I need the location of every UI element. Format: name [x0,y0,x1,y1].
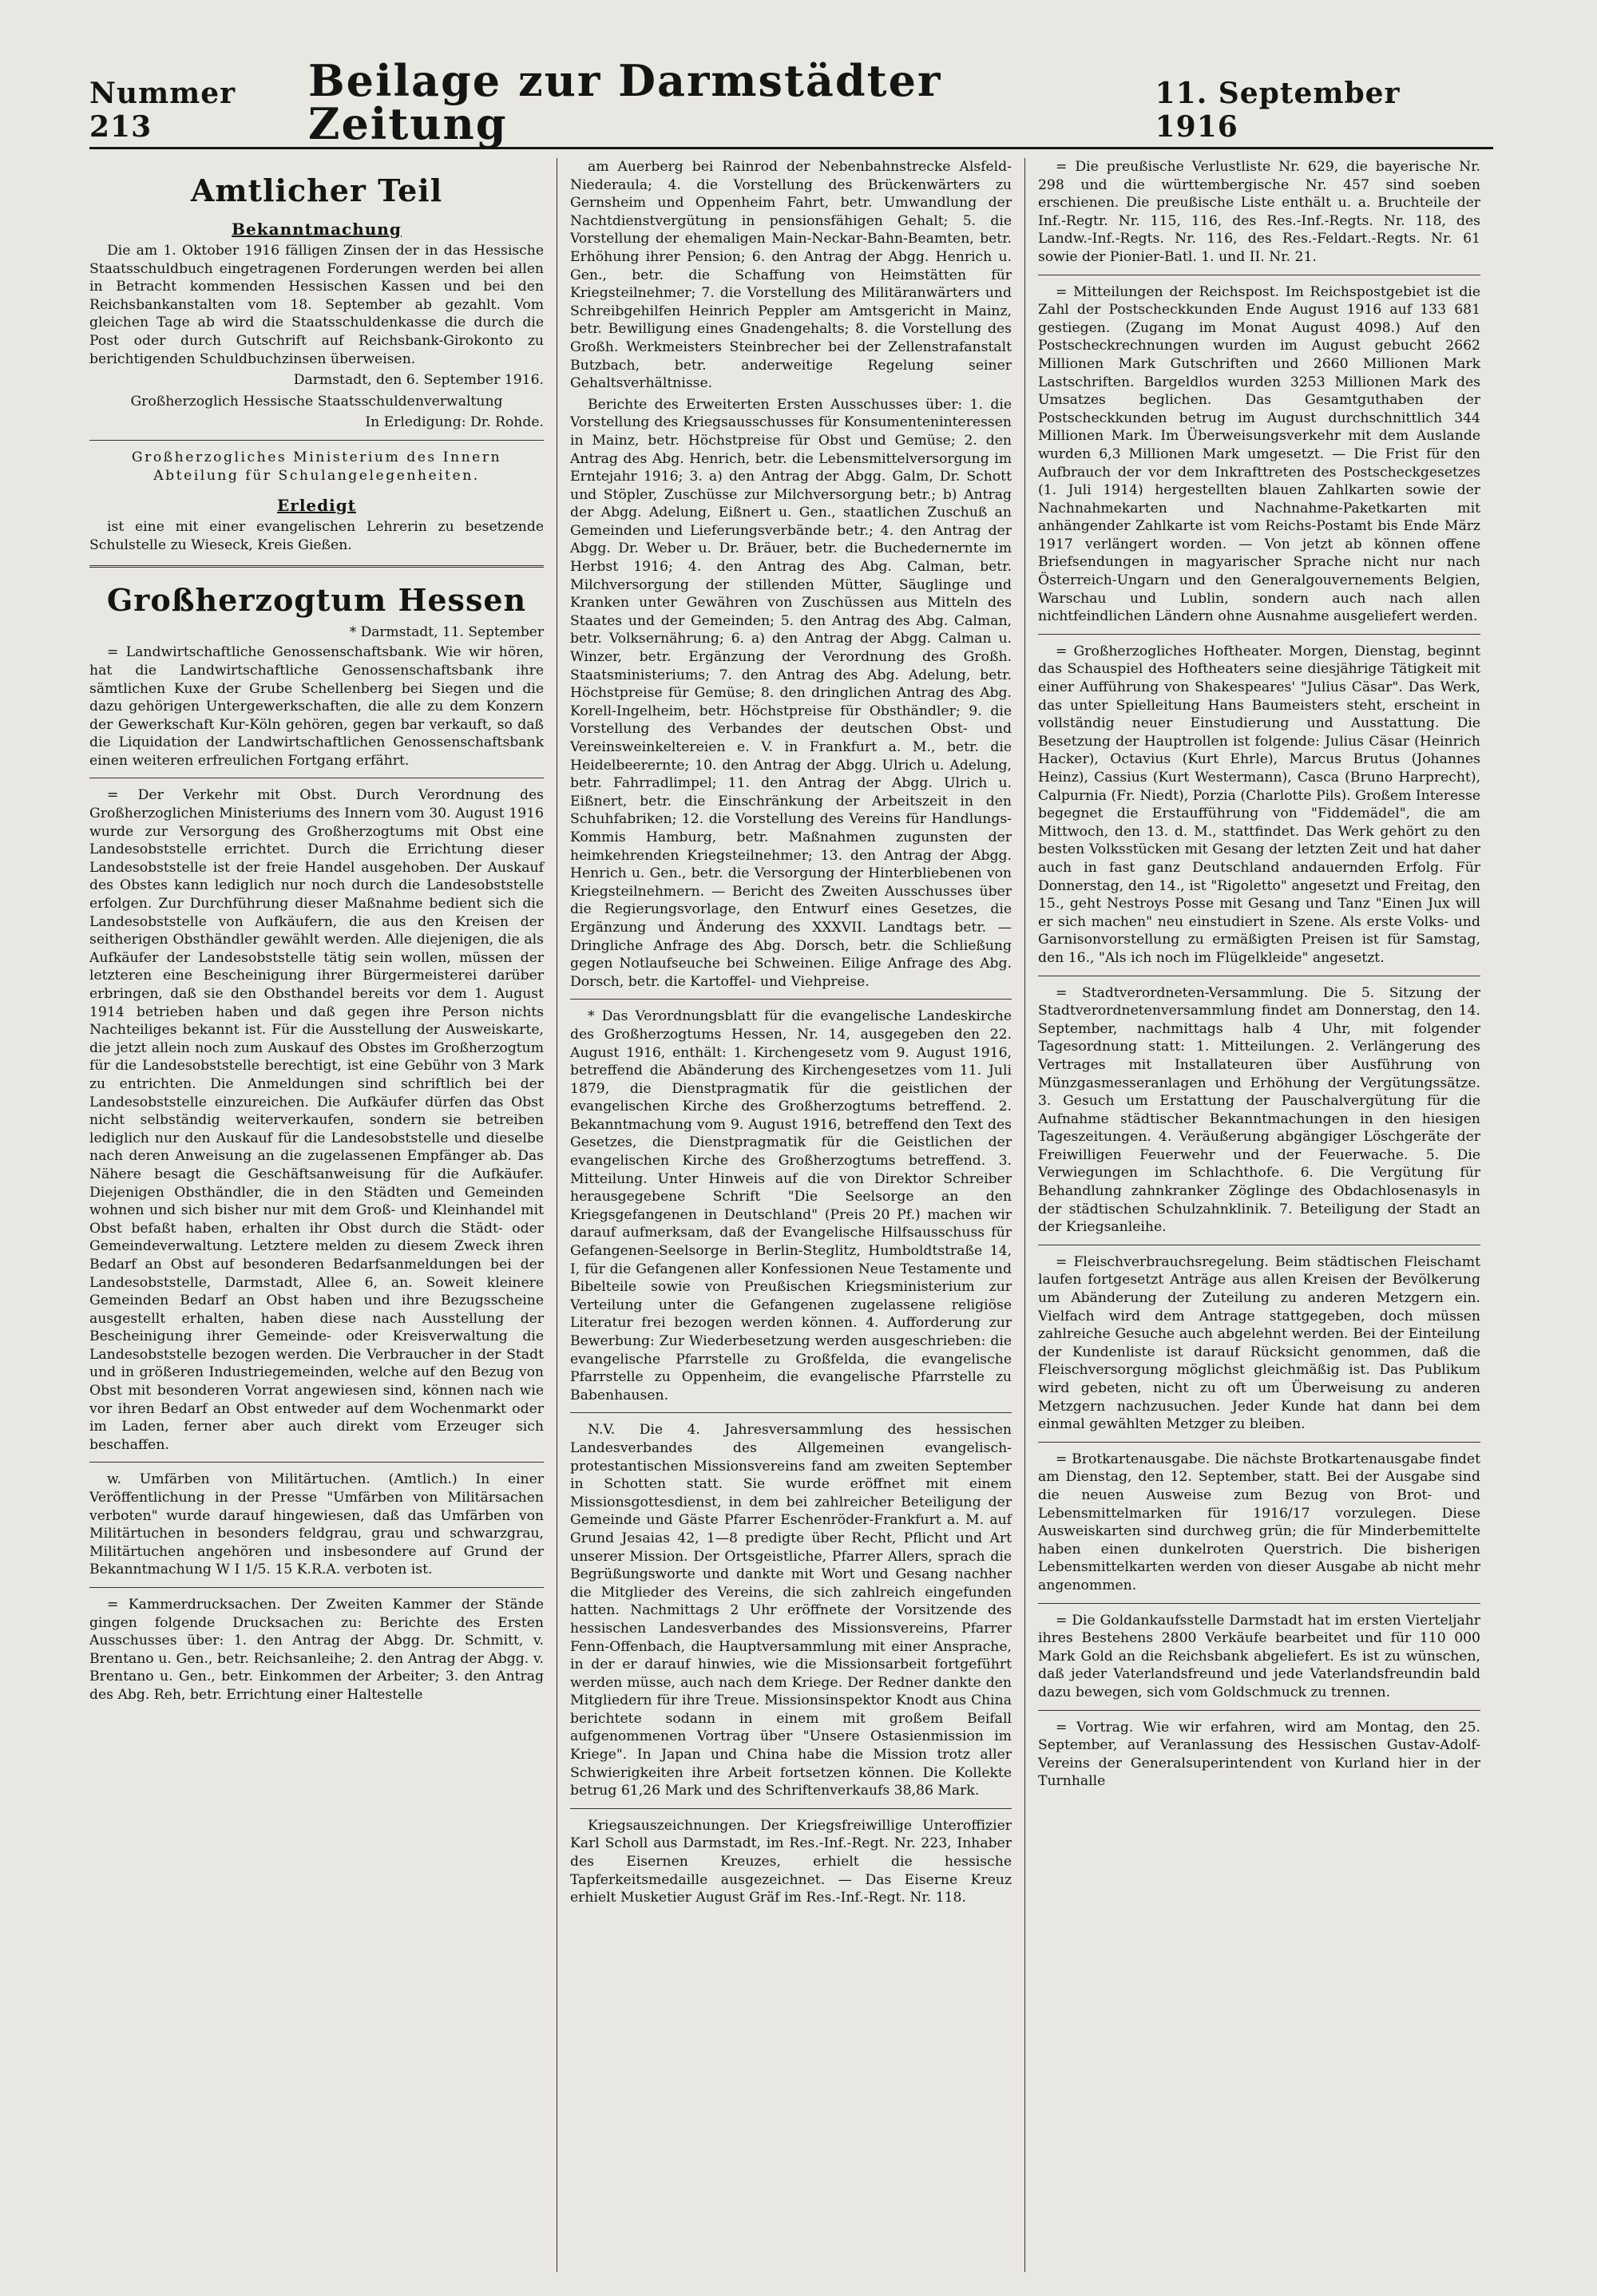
notice-signature: Großherzoglich Hessische Staatsschuldenverwaltung [130,393,503,410]
divider [1038,634,1480,635]
article-militaertuchen: w. Umfärben von Militärtuchen. (Amtlich.) In einer Veröffentlichung in der Presse "Umfärben von Militärsachen verboten" wurde darauf hingewiesen, daß das Umfärben von Militärtuchen in besonders feldgrau, grau und schwarzgrau, Militärtuchen angehören und insbesondere auf Grund der Bekanntmachung W I 1/5. 15 K.R.A. verboten ist. [89,1471,544,1578]
issue-number: Nummer 213 [89,77,236,144]
divider [1038,1442,1480,1443]
divider [570,999,1012,1000]
article-brotkarten: = Brotkartenausgabe. Die nächste Brotkartenausgabe findet am Dienstag, den 12. September, statt. Bei der Ausgabe sind die neuen Ausweise zum Bezug von Brot- und Lebensmittelmarken für 1916/17 vorzulegen. Diese Ausweiskarten sind durchweg grün; die für Minderbemittelte haben einen dunkelroten Querstrich. Die bisherigen Lebensmittelkarten werden von dieser Ausgabe ab nicht mehr angenommen. [1038,1451,1480,1593]
divider [570,1412,1012,1413]
article-verordnungsblatt: * Das Verordnungsblatt für die evangelische Landeskirche des Großherzogtums Hessen, Nr. 14, ausgegeben den 22. August 1916, enthält: 1. Kirchengesetz vom 9. August 1916, betreffend die Abänderung des Kirchengesetzes vom 11. Juli 1879, die Dienstpragmatik für die geistlichen der evangelischen Kirche des Großherzogtums betreffend. 2. Bekanntmachung vom 9. August 1916, betreffend den Text des Gesetzes, die Dienstpragmatik für die Geistlichen der evangelischen Kirche des Großherzogtums betreffend. 3. Mitteilung. Unter Hinweis auf die von Direktor Schreiber herausgegebene Schrift "Die Seelsorge an den Kriegsgefangenen in Deutschland" (Preis 20 Pf.) machen wir darauf aufmerksam, daß der Evangelische Hilfsausschuss für Gefangenen-Seelsorge in Berlin-Steglitz, Humboldtstraße 14, I, für die Gefangenen aller Konfessionen Neue Testamente und Bibelteile sowie von Preußischen Kriegsministerium zur Verteilung unter die Gefangenen zugelassene religiöse Literatur frei bezogen werden können. 4. Aufforderung zur Bewerbung: Zur Wiederbesetzung werden ausgeschrieben: die evangelische Pfarrstelle zu Großfelda, die evangelische Pfarrstelle zu Oppenheim, die evangelische Pfarrstelle zu Babenhausen. [570,1008,1012,1403]
divider [89,1587,544,1588]
bekanntmachung-heading: Bekanntmachung [232,220,402,239]
section-title-amtlicher-teil: Amtlicher Teil [190,172,443,208]
article-kriegsauszeichnungen: Kriegsauszeichnungen. Der Kriegsfreiwillige Unteroffizier Karl Scholl aus Darmstadt, im Res.-Inf.-Regt. Nr. 223, Inhaber des Eisernen Kreuzes, erhielt die hessische Tapferkeitsmedaille ausgezeichnet. — Das Eiserne Kreuz erhielt Musketier August Gräf im Res.-Inf.-Regt. Nr. 118. [570,1817,1012,1906]
notice-date: Darmstadt, den 6. September 1916. [293,372,544,389]
column-2 [557,158,1025,2272]
section-title-grossherzogtum: Großherzogtum Hessen [106,582,527,619]
notice-signature-2: In Erledigung: Dr. Rohde. [365,414,544,431]
article-hoftheater: = Großherzogliches Hoftheater. Morgen, Dienstag, beginnt das Schauspiel des Hoftheaters seine diesjährige Tätigkeit mit einer Aufführung von Shakespeares' "Julius Cäsar". Das Werk, das unter Spielleitung Hans Baumeisters steht, erscheint in vollständig neuer Einstudierung und Ausstattung. Die Besetzung der Hauptrollen ist folgende: Julius Cäsar (Heinrich Hacker), Octavius (Kurt Ehrle), Marcus Brutus (Johannes Heinz), Cassius (Kurt Westermann), Casca (Bruno Harprecht), Calpurnia (Fr. Niedt), Porzia (Charlotte Pils). Großem Interesse begegnet die Erstaufführung von "Fiddemädel", die am Mittwoch, den 13. d. M., stattfindet. Das Werk gehört zu den besten Volksstücken mit Gesang der letzten Zeit und hat daher auch in fast ganz Deutschland andauernden Erfolg. Für Donnerstag, den 14., ist "Rigoletto" angesetzt und Freitag, den 15., geht Nestroys Posse mit Gesang und Tanz "Einen Jux will er sich machen" neu einstudiert in Szene. Als erste Volks- und Garnisonvorstellung zu ermäßigten Preisen ist für Samstag, den 16., "Als ich noch im Flügelkleide" angesetzt. [1038,643,1480,966]
divider [570,1808,1012,1809]
article-kammer-continued: am Auerberg bei Rainrod der Nebenbahnstrecke Alsfeld-Niederaula; 4. die Vorstellung des Brückenwärters zu Gernsheim und Oppenheim Fahrt, betr. Umwandlung der Nachtdienstvergütung in pensionsfähigen Gehalt; 5. die Vorstellung der ehemaligen Main-Neckar-Bahn-Beamten, betr. Erhöhung ihrer Pension; 6. den Antrag der Abgg. Henrich u. Gen., betr. die Schaffung von Heimstätten für Kriegsteilnehmer; 7. die Vorstellung des Militäranwärters und Schreibgehilfen Heinrich Peppler am Amtsgericht in Mainz, betr. Bewilligung eines Gnadengehalts; 8. die Vorstellung des Großh. Werkmeisters Steinbrecher bei der Zellenstrafanstalt Butzbach, betr. anderweitige Regelung seiner Gehaltsverhältnisse. [570,159,1012,392]
article-goldankauf: = Die Goldankaufsstelle Darmstadt hat im ersten Vierteljahr ihres Bestehens 2800 Verkäufe bearbeitet und für 110 000 Mark Gold an die Reichsbank abgeliefert. Es ist zu wünschen, daß jeder Vaterlandsfreund und jede Vaterlandsfreundin bald dazu bewegen, sich vom Goldschmuck zu trennen. [1038,1612,1480,1700]
erledigt-heading: Erledigt [277,496,356,516]
article-ausschuss-berichte: Berichte des Erweiterten Ersten Ausschusses über: 1. die Vorstellung des Kriegsausschusses für Konsumenteninteressen in Mainz, betr. Höchstpreise für Obst und Gemüse; 2. den Antrag des Abg. Henrich, betr. die Lebensmittelversorgung im Erntejahr 1916; 3. a) den Antrag der Abgg. Galm, Dr. Schott und Stöpler, Zuschüsse zur Milchversorgung betr.; b) Antrag der Abgg. Adelung, Eißnert u. Gen., staatlichen Zuschuß an Gemeinden und Lieferungsverbände betr.; 4. den Antrag der Abgg. Dr. Weber u. Dr. Bräuer, betr. die Buchedernernte im Herbst 1916; 4. den Antrag des Abg. Calman, betr. Milchversorgung der stillenden Mütter, Säuglinge und Kranken unter Gewähren von Zuschüssen aus Mitteln des Staates und der Gemeinden; 5. den Antrag des Abg. Calman, betr. Volksernährung; 6. a) den Antrag der Abgg. Calman u. Winzer, betr. Ergänzung der Verordnung des Großh. Staatsministeriums; 7. den Antrag des Abg. Adelung, betr. Höchstpreise für Gemüse; 8. den dringlichen Antrag des Abg. Korell-Ingelheim, betr. Höchstpreise für Obsthändler; 9. die Vorstellung des Verbandes der deutschen Obst- und Vereinsweinkeltereien e. V. in Frankfurt a. M., betr. die Heidelbeerernte; 10. den Antrag der Abgg. Ulrich u. Adelung, betr. Fahrradlimpel; 11. den Antrag der Abgg. Ulrich u. Eißnert, betr. die Einschränkung der Arbeitszeit in den Schuhfabriken; 12. die Vorstellung des Vereins für Handlungs-Kommis Hamburg, betr. Maßnahmen zugunsten der heimkehrenden Kriegsteilnehmer; 13. den Antrag der Abgg. Henrich u. Gen., betr. die Versorgung der Hinterbliebenen von Kriegsteilnehmern. — Bericht des Zweiten Ausschusses über die Regierungsvorlage, den Entwurf eines Gesetzes, die Ergänzung und Änderung des XXXVII. Landtags betr. — Dringliche Anfrage des Abg. Dorsch, betr. die Schließung gegen Notlaufseuche bei Schweinen. Eilige Anfrage des Abg. Dorsch, betr. die Kartoffel- und Viehpreise. [570,396,1012,990]
article-columns [89,158,1493,2272]
article-kammerdrucksachen: = Kammerdrucksachen. Der Zweiten Kammer der Stände gingen folgende Drucksachen zu: Berichte des Ersten Ausschusses über: 1. den Antrag der Abgg. Dr. Schmitt, v. Brentano u. Gen., betr. Reichsanleihe; 2. den Antrag der Abgg. v. Brentano u. Gen., betr. Einkommen der Arbeiter; 3. den Antrag des Abg. Reh, betr. Errichtung einer Haltestelle [89,1597,544,1703]
divider [1038,1710,1480,1711]
newspaper-title: Beilage zur Darmstädter Zeitung [308,55,942,149]
ministry-heading: Großherzogliches Ministerium des Innern Abteilung für Schulangelegenheiten. [131,449,502,484]
divider [1038,1603,1480,1604]
notice-text: Die am 1. Oktober 1916 fälligen Zinsen der in das Hessische Staatsschuldbuch eingetragenen Forderungen werden bei allen in Betracht kommenden Hessischen Kassen und bei den Reichsbankanstalten vom 18. September ab gezahlt. Vom gleichen Tage ab wird die Staatsschuldenkasse die durch die Post oder durch Gutschrift auf Reichsbank-Girokonto zu berichtigenden Schuldbuchzinsen überweisen. [89,243,544,367]
column-1 [89,158,557,2272]
article-reichspost: = Mitteilungen der Reichspost. Im Reichspostgebiet ist die Zahl der Postscheckkunden Ende August 1916 auf 133 681 gestiegen. (Zugang im Monat August 4098.) Auf den Postscheckrechnungen wurden im August gebucht 2662 Millionen Mark Gutschriften und 2660 Millionen Mark Lastschriften. Bargeldlos wurden 3253 Millionen Mark des Umsatzes beglichen. Das Gesamtguthaben der Postscheckkunden betrug im August durchschnittlich 344 Millionen Mark. Im Überweisungsverkehr mit dem Auslande wurden 6,3 Millionen Mark umgesetzt. — Die Frist für den Aufbrauch der vor dem Inkrafttreten des Postscheckgesetzes (1. Juli 1914) hergestellten blauen Zahlkarten sowie der Nachnahmekarten und Nachnahme-Paketkarten mit anhängender Zahlkarte ist vom Reichs-Postamt bis Ende März 1917 verlängert worden. — Von jetzt ab können offene Briefsendungen in magyarischer Sprache nicht nur nach Österreich-Ungarn und den Generalgouvernements Belgien, Warschau und Lublin, sondern auch nach allen nichtfeindlichen Ländern ohne Ausnahme ausgeliefert werden. [1038,283,1480,625]
article-vortrag: = Vortrag. Wie wir erfahren, wird am Montag, den 25. September, auf Veranlassung des Hessischen Gustav-Adolf-Vereins der Generalsuperintendent von Kurland hier in der Turnhalle [1038,1719,1480,1790]
vacancy-text: ist eine mit einer evangelischen Lehrerin zu besetzende Schulstelle zu Wieseck, Kreis Gießen. [89,519,544,553]
divider [89,565,544,568]
dateline: * Darmstadt, 11. September [349,624,544,641]
article-verlustliste: = Die preußische Verlustliste Nr. 629, die bayerische Nr. 298 und die württembergische Nr. 457 sind soeben erschienen. Die preußische Liste enthält u. a. Bruchteile der Inf.-Regtr. Nr. 115, 116, des Res.-Inf.-Regts. Nr. 118, des Landw.-Inf.-Regts. Nr. 116, des Res.-Feldart.-Regts. Nr. 61 sowie der Pionier-Batl. 1. und II. Nr. 21. [1038,159,1480,265]
article-fleischverbrauch: = Fleischverbrauchsregelung. Beim städtischen Fleischamt laufen fortgesetzt Anträge aus allen Kreisen der Bevölkerung um Abänderung der Zuteilung zu anderen Metzgern ein. Vielfach wird dem Antrage stattgegeben, doch müssen zahlreiche Gesuche auch abgelehnt werden. Bei der Einteilung der Kundenliste ist darauf Rücksicht genommen, daß die Fleischversorgung möglichst gleichmäßig ist. Das Publikum wird gebeten, nicht zu oft um Überweisung zu anderen Metzgern nachzusuchen. Jeder Kunde hat dann bei dem einmal gewählten Metzger zu bleiben. [1038,1253,1480,1433]
article-stadtverordneten: = Stadtverordneten-Versammlung. Die 5. Sitzung der Stadtverordnetenversammlung findet am Donnerstag, den 14. September, nachmittags halb 4 Uhr, mit folgender Tagesordnung statt: 1. Mitteilungen. 2. Verlängerung des Vertrages mit Installateuren über Ausführung von Münzgasmesseranlagen und Erhöhung der Vergütungssätze. 3. Gesuch um Erstattung der Pauschalvergütung für die Aufnahme städtischer Bekanntmachungen in den hiesigen Tageszeitungen. 4. Veräußerung abgängiger Löschgeräte der Freiwilligen Feuerwehr und der Feuerwache. 5. Die Verwiegungen im Schlachthofe. 6. Die Vergütung für Behandlung zahnkranker Zöglinge des Obdachlosenasyls in der städtischen Schulzahnklinik. 7. Beteiligung der Stadt an der Kriegsanleihe. [1038,984,1480,1236]
article-genossenschaftsbank: = Landwirtschaftliche Genossenschaftsbank. Wie wir hören, hat die Landwirtschaftliche Genossenschaftsbank ihre sämtlichen Kuxe der Grube Schellenberg bei Siegen und die dazu gehörigen Untergewerkschaften, die alle zu dem Konzern der Gewerkschaft Kur-Köln gehören, gegen bar verkauft, so daß die Liquidation der Landwirtschaftlichen Genossenschaftsbank einen weiteren erfreulichen Fortgang erfährt. [89,644,544,769]
article-obst: = Der Verkehr mit Obst. Durch Verordnung des Großherzoglichen Ministeriums des Innern vom 30. August 1916 wurde zur Versorgung des Großherzogtums mit Obst eine Landesobststelle errichtet. Durch die Errichtung dieser Landesobststelle ist der freie Handel ausgehoben. Der Auskauf des Obstes kann lediglich nur noch durch die Landesobststelle erfolgen. Zur Durchführung dieser Maßnahme bedient sich die Landesobststelle von Aufkäufern, die aus den Kreisen der seitherigen Obsthändler gewählt werden. Alle diejenigen, die als Aufkäufer der Landesobststelle tätig sein wollen, müssen der letzteren eine Bescheinigung ihrer Bürgermeisterei darüber erbringen, daß sie den Obsthandel bereits vor dem 1. August 1914 betrieben haben und daß gegen ihre Person nichts Nachteiliges bekannt ist. Für die Ausstellung der Ausweiskarte, die jetzt allein noch zum Auskauf des Obstes im Großherzogtum für die Landesobststelle berechtigt, ist eine Gebühr von 3 Mark zu entrichten. Die Anmeldungen sind schriftlich bei der Landesobststelle einzureichen. Die Aufkäufer dürfen das Obst nicht selbständig weiterverkaufen, sondern sie betreiben lediglich nur den Auskauf für die Landesobststelle und dieselbe nach deren Anweisung an die zugelassenen Empfänger ab. Das Nähere besagt die Geschäftsanweisung für die Aufkäufer. Diejenigen Obsthändler, die in den Städten und Gemeinden wohnen und sich bisher nur mit dem Groß- und Kleinhandel mit Obst befaßt haben, erhalten ihr Obst durch die Städt- oder Gemeindeverwaltung. Letztere melden zu diesem Zweck ihren Bedarf an Obst auf besonderen Bedarfsanmeldungen bei der Landesobststelle, Darmstadt, Allee 6, an. Soweit kleinere Gemeinden Bedarf an Obst haben und ihre Bezugsscheine ausgestellt erhalten, haben diese nach Ausstellung der Bescheinigung ihrer Gemeinde- oder Kreisverwaltung die Landesobststelle bezogen werden. Die Verbraucher in der Stadt und in größeren Industriegemeinden, welche auf den Bezug von Obst mit besonderen Vorrat angewiesen sind, können nach wie vor ihren Bedarf an Obst entweder auf dem Wochenmarkt oder im Laden, ferner aber auch direkt vom Erzeuger sich beschaffen. [89,787,544,1453]
issue-date: 11. September 1916 [1155,77,1401,144]
divider [89,1462,544,1463]
masthead [89,55,1493,149]
divider [89,440,544,441]
column-3 [1025,158,1493,2272]
article-missionsverein: N.V. Die 4. Jahresversammlung des hessischen Landesverbandes des Allgemeinen evangelisch-protestantischen Missionsvereins fand am zweiten September in Schotten statt. Sie wurde eröffnet mit einem Missionsgottesdienst, in dem bei zahlreicher Beteiligung der Gemeinde und Gäste Pfarrer Eschenröder-Frankfurt a. M. auf Grund Jesaias 42, 1—8 predigte über Recht, Pflicht und Art unserer Mission. Der Ortsgeistliche, Pfarrer Allers, sprach die Begrüßungsworte und dankte mit Wort und Gesang nachher die Mitglieder des Vereins, die sich zahlreich eingefunden hatten. Nachmittags 2 Uhr eröffnete der Vorsitzende des hessischen Landesverbandes des Missionsvereins, Pfarrer Fenn-Offenbach, die Hauptversammlung mit einer Ansprache, in der er darauf hinwies, wie die Missionsarbeit fortgeführt werden müsse, auch nach dem Kriege. Der Redner dankte den Mitgliedern für ihre Treue. Missionsinspektor Knodt aus China berichtete sodann in einem mit großem Beifall aufgenommenen Vortrag über "Unsere Ostasienmission im Kriege". In Japan und China habe die Mission trotz aller Schwierigkeiten ihre Arbeit fortsetzen können. Die Kollekte betrug 61,26 Mark und des Schriftenverkaufs 38,86 Mark. [570,1422,1012,1799]
